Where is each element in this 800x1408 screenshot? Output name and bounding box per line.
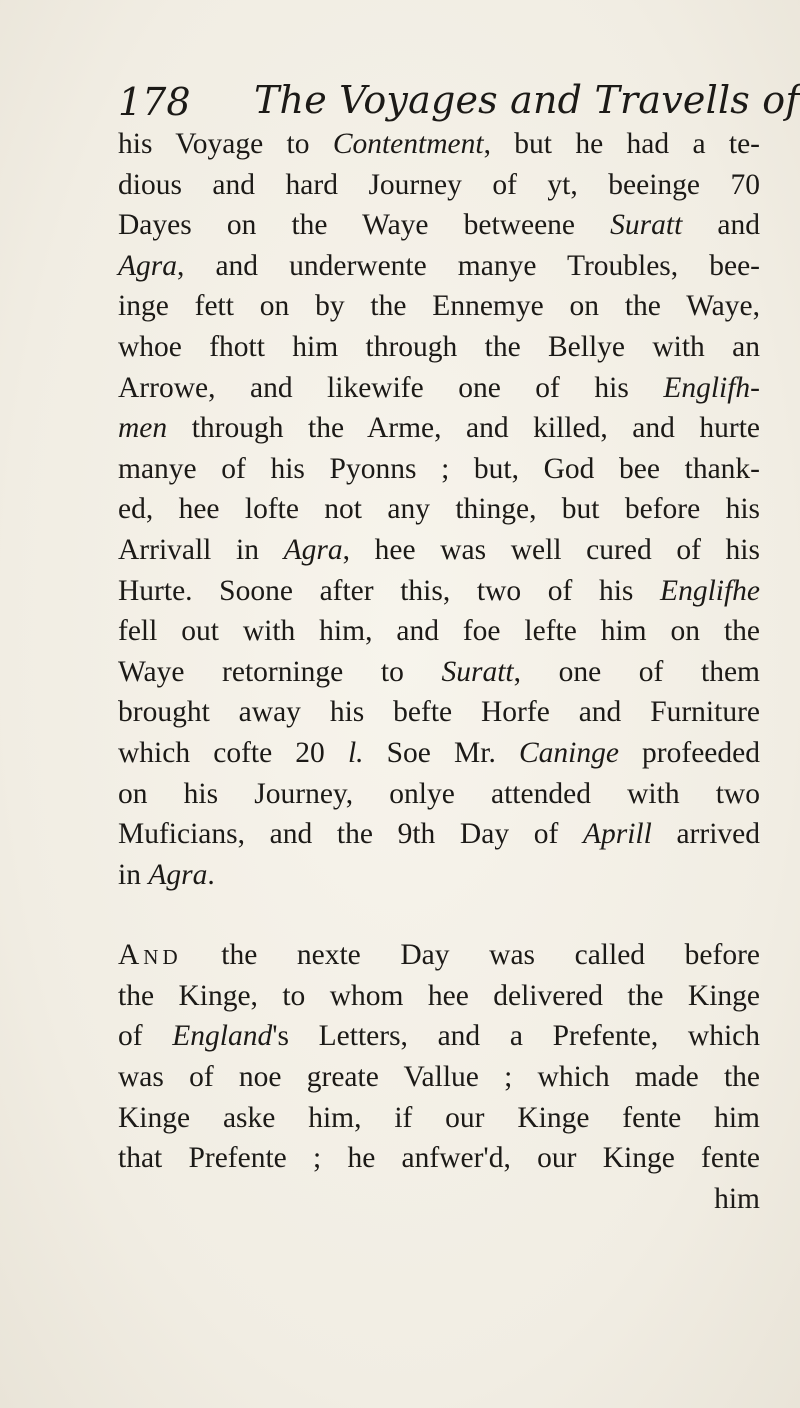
text-line: which cofte 20 l. Soe Mr. Caninge profeeded	[118, 736, 760, 769]
paragraph-1	[118, 124, 760, 895]
text-line: that Prefente ; he anfwer'd, our Kinge fente	[118, 1142, 760, 1175]
text-line: Arrivall in Agra, hee was well cured of his	[118, 533, 760, 566]
running-title: The Voyages and Travells of	[254, 78, 800, 122]
catchword: him	[714, 1182, 760, 1215]
text-line: ed, hee lofte not any thinge, but before his	[118, 493, 760, 526]
text-line: of England's Letters, and a Prefente, which	[118, 1020, 760, 1053]
text-line: whoe fhott him through the Bellye with an	[118, 330, 760, 363]
text-line: manye of his Pyonns ; but, God bee thank-	[118, 452, 760, 485]
text-line: Hurte. Soone after this, two of his Englifhe	[118, 574, 760, 607]
text-line: men through the Arme, and killed, and hurte	[118, 412, 760, 445]
text-line: in Agra.	[118, 858, 215, 891]
text-line: Dayes on the Waye betweene Suratt and	[118, 209, 760, 242]
text-line: on his Journey, onlye attended with two	[118, 777, 760, 810]
text-line: inge fett on by the Ennemye on the Waye,	[118, 290, 760, 323]
text-line: Agra, and underwente manye Troubles, bee-	[118, 249, 760, 282]
text-line: Waye retorninge to Suratt, one of them	[118, 655, 760, 688]
text-line: Kinge aske him, if our Kinge fente him	[118, 1101, 760, 1134]
text-line: brought away his befte Horfe and Furniture	[118, 696, 760, 729]
page-number: 178	[118, 80, 191, 124]
text-line: Muficians, and the 9th Day of Aprill arrived	[118, 818, 760, 851]
text-line: fell out with him, and foe lefte him on the	[118, 615, 760, 648]
body-text	[118, 124, 760, 1219]
text-line: was of noe greate Vallue ; which made the	[118, 1061, 760, 1094]
text-line: his Voyage to Contentment, but he had a te-	[118, 128, 761, 160]
paragraph-2	[118, 935, 760, 1219]
text-line: And the nexte Day was called before	[118, 939, 760, 972]
text-line: dious and hard Journey of yt, beeinge 70	[118, 168, 760, 201]
text-line: Arrowe, and likewife one of his Englifh-	[118, 371, 760, 404]
text-line: the Kinge, to whom hee delivered the Kinge	[118, 979, 760, 1012]
paragraph-gap	[118, 895, 760, 935]
